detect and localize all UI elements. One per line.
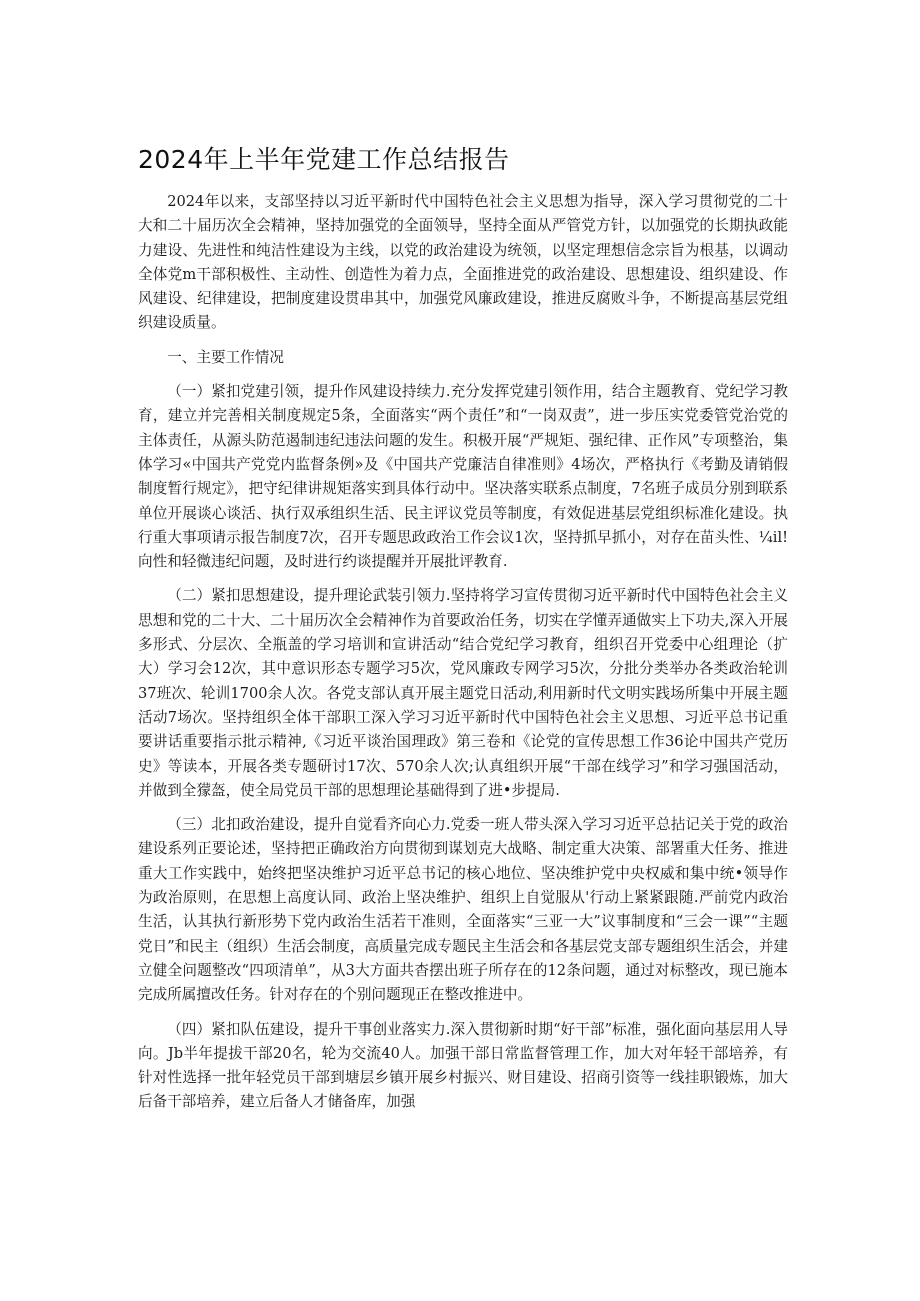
paragraph-team-building: （四）紧扣队伍建设，提升干事创业落实力.深入贯彻新时期“好干部”标准，强化面向基层用人导向。Jb半年提拔干部20名，轮为交流40人。加强干部日常监督管理工作，加大对年轻干部培养，有针对性选择一批年轻党员干部到塘层乡镇开展乡村振兴、财目建设、招商引资等一线挂职锻炼，加大后备干部培养，建立后备人才储备库，加强 bbox=[138, 1020, 788, 1111]
document-title: 2024年上半年党建工作总结报告 bbox=[138, 145, 510, 174]
intro-paragraph: 2024年以来，支部坚持以习近平新时代中国特色社会主义思想为指导，深入学习贯彻党的二十大和二十届历次全会精神，坚持加强党的全面领导，坚持全面从严管党方针，以加强党的长期执政能力建设、先进性和纯洁性建设为主线，以党的政治建设为统领，以坚定理想信念宗旨为根基，以调动全体党m干部积极性、主动性、创造性为着力点，全面推进党的政治建设、思想建设、组织建设、作风建设、纪律建设，把制度建设贯串其中，加强党风廉政建设，推进反腐败斗争，不断提高基层党组织建设质量。 bbox=[138, 193, 788, 332]
document-body bbox=[138, 190, 788, 1125]
section-heading-main-work: 一、主要工作情况 bbox=[167, 348, 284, 366]
paragraph-style-building: （一）紧扣党建引领，提升作风建设持续力.充分发挥党建引领作用，结合主题教育、党纪学习教育，建立并完善相关制度规定5条，全面落实“两个责任”和“一岗双责”，进一步压实党委管党治党的主体责任，从源头防范遏制违纪违法问题的发生。积极开展“严规矩、强纪律、正作风”专项整治，集体学习«中国共产党党内监督条例»及《中国共产党廉洁自律准则》4场次，严格执行《考勤及请销假制度暂行规定》，把守纪律讲规矩落实到具体行动中。坚决落实联系点制度，7名班子成员分别到联系单位开展谈心谈活、执行双承组织生活、民主评议党员等制度，有效促进基层党组织标准化建设。执行重大事项请示报告制度7次，召开专题思政政治工作会议1次，坚持抓早抓小，对存在苗头性、¼il!向性和轻微违纪问题，及时进行约谈提醒并开展批评教育. bbox=[138, 383, 788, 571]
paragraph-political-building: （三）北扣政治建设，提升自觉看齐向心力.党委一班人带头深入学习习近平总拈记关于党的政治建设系列正要论述，坚持把正确政治方向贯彻到谋划克大战略、制定重大决策、部署重大任务、推进重大工作实践中，始终把坚决维护习近平总书记的核心地位、坚决维护党中央权威和集中统•领导作为政治原则，在思想上高度认同、政治上坚决维护、组织上自觉服从'行动上紧紧跟随.严前党内政治生活，认其执行新形势下党内政治生活若干准则，全面落实“三亚一大”议事制度和“三会一课”“主题党日”和民主（组织）生活会制度，高质量完成专题民主生活会和各基层党支部专题组织生活会，并建立健全问题整改“四项清单”，从3大方面共杳摆出班子所存在的12条问题，通过对标整改，现已施本完成所属擅改任务。针对存在的个别问题现正在整改推进中。 bbox=[138, 816, 788, 1004]
paragraph-ideology-building: （二）紧扣思想建设，提升理论武装引领力.坚持将学习宣传贯彻习近平新时代中国特色社会主义思想和党的二十大、二十届历次全会精神作为首要政治任务，切实在学懂弄通做实上下功夫,深入开展多形式、分层次、全瓶盖的学习培训和宣讲活动“结合党纪学习教育，组织召开党委中心组理论（扩大）学习会12次，其中意识形态专题学习5次，党风廉政专网学习5次，分批分类举办各类政治轮训37班次、轮训1700余人次。各党支部认真开展主题党日活动,利用新时代文明实践场所集中开展主题活动7场次。坚持组织全体干部职工深入学习习近平新时代中国特色社会主义思想、习近平总书记重要讲话重要指示批示精神,《习近平谈治国理政》第三卷和《论党的宣传思想工作36论中国共产党历史》等读本，开展各类专题研讨17次、570余人次;认真组织开展“干部在线学习”和学习强国活动，并做到全獴盔，使全局党员干部的思想理论基础得到了进•步提局. bbox=[138, 587, 788, 799]
